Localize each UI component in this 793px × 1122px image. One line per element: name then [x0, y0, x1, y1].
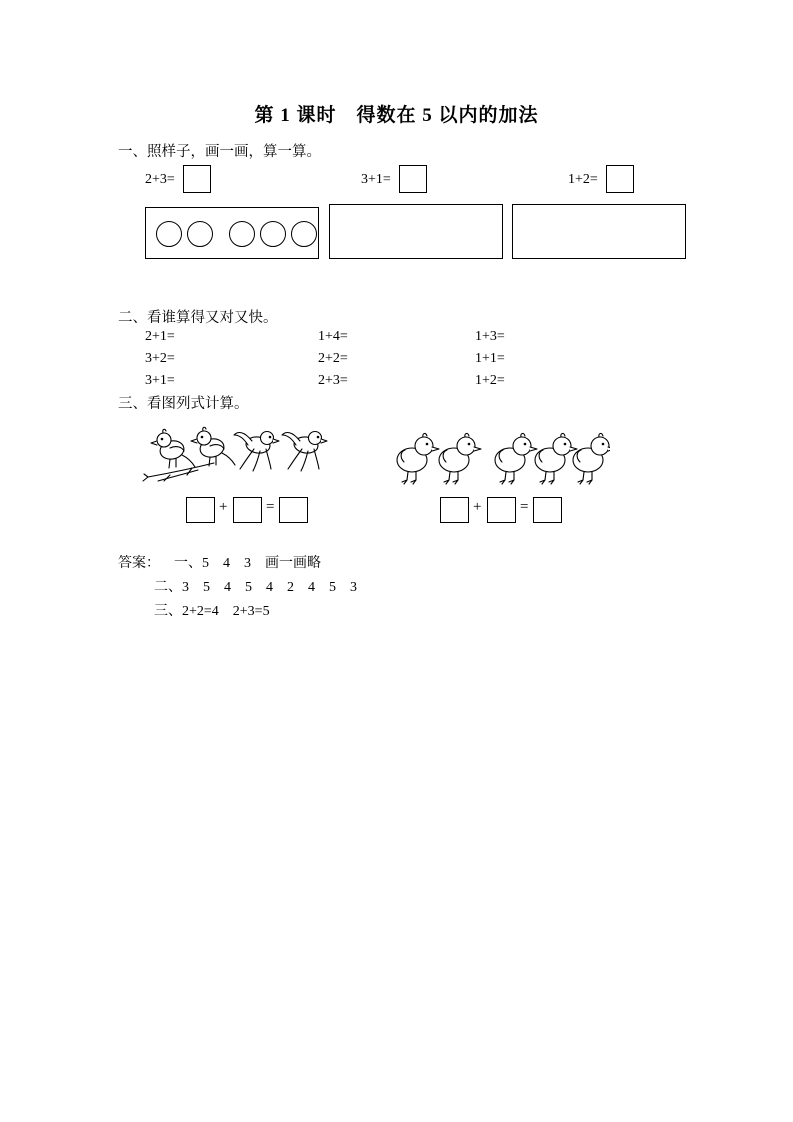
- answer-key-line-2: 二、3 5 4 5 4 2 4 5 3: [154, 580, 357, 595]
- drawing-box-example[interactable]: [145, 207, 319, 259]
- equation-2-box-b[interactable]: [487, 497, 516, 523]
- equation-2-plus: +: [473, 499, 482, 515]
- section1-answer-box-3[interactable]: [606, 165, 634, 193]
- equation-1-box-b[interactable]: [233, 497, 262, 523]
- answer-key-line-3: 三、2+2=4 2+3=5: [154, 604, 270, 619]
- section-2-heading: 二、看谁算得又对又快。: [118, 310, 278, 326]
- section2-item-r3c3: 1+2=: [475, 373, 505, 388]
- drawing-box-3[interactable]: [512, 204, 686, 259]
- section2-item-r3c1: 3+1=: [145, 373, 175, 388]
- example-circle-2: [187, 221, 213, 247]
- example-circle-4: [260, 221, 286, 247]
- drawing-box-2[interactable]: [329, 204, 503, 259]
- chicks-illustration: [390, 428, 610, 488]
- section2-item-r1c2: 1+4=: [318, 329, 348, 344]
- equation-1-box-result[interactable]: [279, 497, 308, 523]
- section2-item-r1c3: 1+3=: [475, 329, 505, 344]
- equation-1-plus: +: [219, 499, 228, 515]
- answer-key-label: 答案：: [118, 556, 160, 571]
- section-3-heading: 三、看图列式计算。: [118, 396, 249, 412]
- equation-1-equals: =: [266, 499, 275, 515]
- section2-item-r2c3: 1+1=: [475, 351, 505, 366]
- page-title: 第 1 课时 得数在 5 以内的加法: [254, 105, 539, 126]
- section1-problem-1-expr: 2+3=: [145, 172, 175, 187]
- equation-2-box-result[interactable]: [533, 497, 562, 523]
- example-circle-5: [291, 221, 317, 247]
- example-circle-3: [229, 221, 255, 247]
- section2-item-r3c2: 2+3=: [318, 373, 348, 388]
- equation-2-equals: =: [520, 499, 529, 515]
- section2-item-r2c2: 2+2=: [318, 351, 348, 366]
- equation-2-box-a[interactable]: [440, 497, 469, 523]
- section2-item-r1c1: 2+1=: [145, 329, 175, 344]
- section1-problem-2-expr: 3+1=: [361, 172, 391, 187]
- section-1-heading: 一、照样子，画一画，算一算。: [118, 144, 321, 160]
- example-circle-1: [156, 221, 182, 247]
- equation-1-box-a[interactable]: [186, 497, 215, 523]
- section1-answer-box-1[interactable]: [183, 165, 211, 193]
- answer-key-line-1: 一、5 4 3 画一画略: [174, 556, 321, 571]
- section1-answer-box-2[interactable]: [399, 165, 427, 193]
- section1-problem-3-expr: 1+2=: [568, 172, 598, 187]
- section2-item-r2c1: 3+2=: [145, 351, 175, 366]
- birds-illustration: [140, 415, 355, 490]
